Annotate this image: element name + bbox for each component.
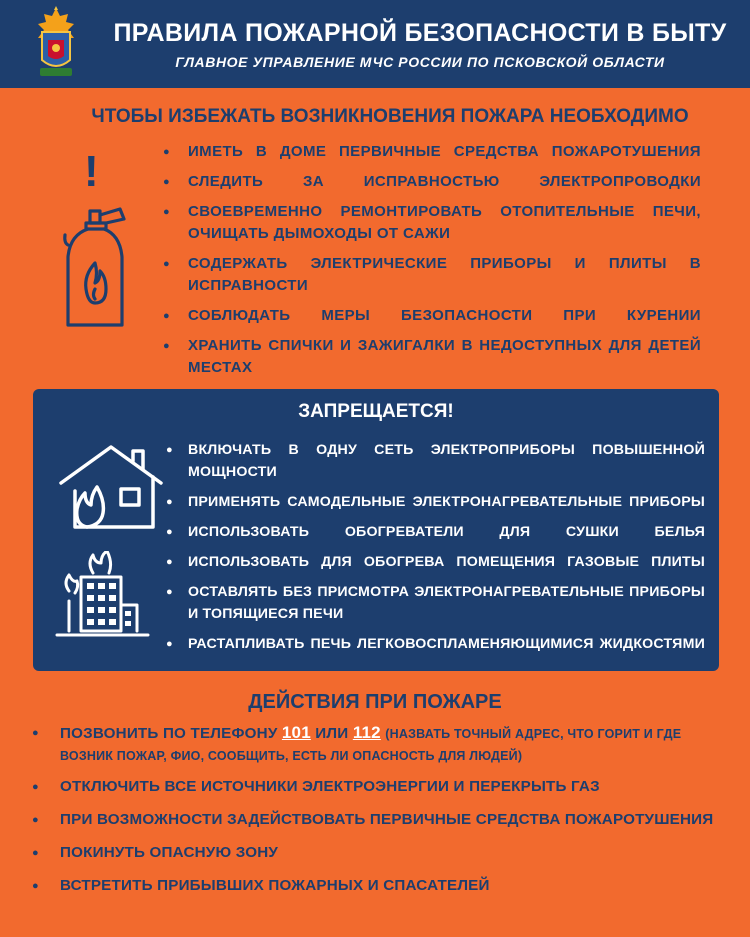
list-item: ● ПОКИНУТЬ ОПАСНУЮ ЗОНУ [60, 842, 720, 864]
fire-extinguisher-icon [62, 205, 132, 330]
forbidden-list [188, 439, 705, 663]
list-item: ● ИСПОЛЬЗОВАТЬ ДЛЯ ОБОГРЕВА ПОМЕЩЕНИЯ ГАЗОВЫЕ ПЛИТЫ [188, 551, 705, 573]
list-item: ● ИМЕТЬ В ДОМЕ ПЕРВИЧНЫЕ СРЕДСТВА ПОЖАРОТУШЕНИЯ [188, 141, 701, 163]
exclamation-mark: ! [84, 147, 99, 196]
phone-112: 112 [352, 723, 381, 742]
list-item: ● ВСТРЕТИТЬ ПРИБЫВШИХ ПОЖАРНЫХ И СПАСАТЕЛЕЙ [60, 875, 720, 897]
call-note: (НАЗВАТЬ ТОЧНЫЙ АДРЕС, ЧТО ГОРИТ И ГДЕ ВОЗНИК ПОЖАР, ФИО, СООБЩИТЬ, ЕСТЬ ЛИ ОПАСНОСТЬ ДЛЯ ЛЮДЕЙ) [60, 727, 682, 763]
actions-heading: ДЕЙСТВИЯ ПРИ ПОЖАРЕ [248, 691, 502, 713]
call-prefix: ПОЗВОНИТЬ ПО ТЕЛЕФОНУ [60, 725, 278, 742]
list-item: ● ПРИМЕНЯТЬ САМОДЕЛЬНЫЕ ЭЛЕКТРОНАГРЕВАТЕЛЬНЫЕ ПРИБОРЫ [188, 491, 705, 513]
list-item: ● ИСПОЛЬЗОВАТЬ ОБОГРЕВАТЕЛИ ДЛЯ СУШКИ БЕЛЬЯ [188, 521, 705, 543]
forbidden-heading: ЗАПРЕЩАЕТСЯ! [298, 401, 454, 422]
actions-list [60, 722, 720, 908]
list-item: ● РАСТАПЛИВАТЬ ПЕЧЬ ЛЕГКОВОСПЛАМЕНЯЮЩИМИСЯ ЖИДКОСТЯМИ [188, 633, 705, 655]
mchs-emblem-icon [30, 6, 82, 82]
header-bar [0, 0, 750, 88]
list-item: ● ПРИ ВОЗМОЖНОСТИ ЗАДЕЙСТВОВАТЬ ПЕРВИЧНЫЕ СРЕДСТВА ПОЖАРОТУШЕНИЯ [60, 809, 720, 831]
page-title: ПРАВИЛА ПОЖАРНОЙ БЕЗОПАСНОСТИ В БЫТУ [113, 19, 727, 47]
call-or: ИЛИ [315, 725, 349, 742]
list-item-call [60, 722, 720, 767]
list-item: ● ОСТАВЛЯТЬ БЕЗ ПРИСМОТРА ЭЛЕКТРОНАГРЕВАТЕЛЬНЫЕ ПРИБОРЫ И ТОПЯЩИЕСЯ ПЕЧИ [188, 581, 705, 625]
phone-101: 101 [281, 723, 311, 742]
burning-building-icon [55, 551, 150, 637]
list-item: ● СЛЕДИТЬ ЗА ИСПРАВНОСТЬЮ ЭЛЕКТРОПРОВОДКИ [188, 171, 701, 193]
burning-house-icon [57, 441, 167, 531]
list-item: ● ОТКЛЮЧИТЬ ВСЕ ИСТОЧНИКИ ЭЛЕКТРОЭНЕРГИИ И ПЕРЕКРЫТЬ ГАЗ [60, 776, 720, 798]
page-subtitle: ГЛАВНОЕ УПРАВЛЕНИЕ МЧС РОССИИ ПО ПСКОВСКОЙ ОБЛАСТИ [175, 54, 665, 70]
forbidden-panel [33, 389, 719, 671]
list-item: ● СОБЛЮДАТЬ МЕРЫ БЕЗОПАСНОСТИ ПРИ КУРЕНИИ [188, 305, 701, 327]
list-item: ● ВКЛЮЧАТЬ В ОДНУ СЕТЬ ЭЛЕКТРОПРИБОРЫ ПОВЫШЕННОЙ МОЩНОСТИ [188, 439, 705, 483]
prevention-heading: ЧТОБЫ ИЗБЕЖАТЬ ВОЗНИКНОВЕНИЯ ПОЖАРА НЕОБХОДИМО [91, 106, 689, 127]
list-item: ● СВОЕВРЕМЕННО РЕМОНТИРОВАТЬ ОТОПИТЕЛЬНЫЕ ПЕЧИ, ОЧИЩАТЬ ДЫМОХОДЫ ОТ САЖИ [188, 201, 701, 245]
list-item: ● ХРАНИТЬ СПИЧКИ И ЗАЖИГАЛКИ В НЕДОСТУПНЫХ ДЛЯ ДЕТЕЙ МЕСТАХ [188, 335, 701, 379]
prevention-list [188, 141, 701, 387]
list-item: ● СОДЕРЖАТЬ ЭЛЕКТРИЧЕСКИЕ ПРИБОРЫ И ПЛИТЫ В ИСПРАВНОСТИ [188, 253, 701, 297]
